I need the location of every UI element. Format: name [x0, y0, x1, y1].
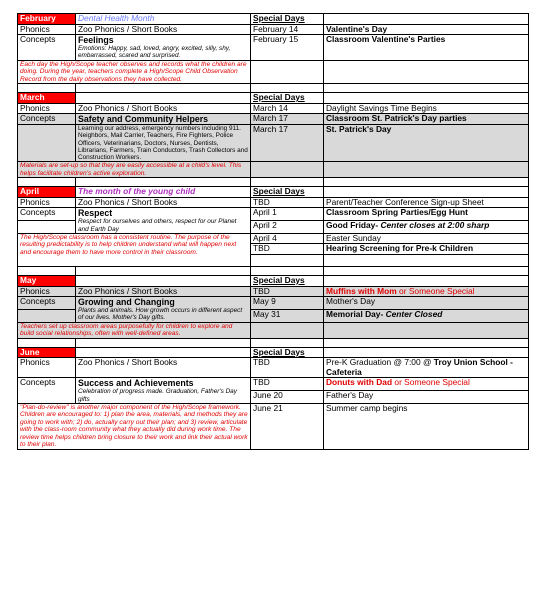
special-day-date: June 21 [251, 403, 324, 449]
spacer-row [18, 267, 529, 276]
special-day-date: May 9 [251, 297, 324, 310]
concept-description: Emotions: Happy, sad, loved, angry, excited, silly, shy, embarrassed, scared and surprised. [78, 45, 231, 60]
note-row [18, 60, 529, 84]
concept-description: Respect for ourselves and others, respect for our Planet and Earth Day [78, 218, 237, 233]
phonics-value: Zoo Phonics / Short Books [76, 358, 251, 378]
concepts-row [18, 114, 529, 125]
phonics-label: Phonics [18, 358, 76, 378]
phonics-row [18, 358, 529, 378]
special-days-heading: Special Days [251, 93, 324, 104]
special-days-heading: Special Days [251, 276, 324, 287]
month-header-row [18, 14, 529, 25]
special-day-date: TBD [251, 244, 324, 255]
special-day-event: Pre-K Graduation @ 7:00 @ Troy Union School -Cafeteria [324, 358, 529, 378]
phonics-label: Phonics [18, 197, 76, 208]
note-row [18, 162, 529, 178]
month-label: March [18, 93, 76, 104]
concept-title: Safety and Community Helpers [76, 114, 251, 125]
concept-title: Success and Achievements [78, 378, 194, 389]
month-header-row [18, 93, 529, 104]
concepts-label: Concepts [18, 297, 76, 310]
special-day-date: TBD [251, 286, 324, 297]
special-day-event: Easter Sunday [324, 233, 529, 244]
concept-cell [76, 378, 251, 403]
spacer-row [18, 338, 529, 347]
phonics-value: Zoo Phonics / Short Books [76, 103, 251, 114]
month-label: February [18, 14, 76, 25]
phonics-label: Phonics [18, 103, 76, 114]
note-row [18, 403, 529, 449]
month-label: May [18, 276, 76, 287]
special-day-date: TBD [251, 358, 324, 378]
concepts-label: Concepts [18, 35, 76, 60]
special-day-event: Daylight Savings Time Begins [324, 103, 529, 114]
concept-description: Plants and animals. How growth occurs in different aspect of our lives. Mother's Day gifts. [78, 307, 243, 322]
concept-title: Growing and Changing [78, 297, 175, 308]
highscope-note: Materials are set-up so that they are easily accessible at a child's level. This helps facilitate children's active exploration. [18, 162, 251, 178]
concept-title: Respect [78, 208, 113, 219]
concepts-row [18, 378, 529, 391]
special-day-event: Classroom St. Patrick's Day parties [324, 114, 529, 125]
phonics-row [18, 24, 529, 35]
special-day-date: May 31 [251, 309, 324, 322]
spacer-row [18, 84, 529, 93]
special-day-event: Classroom Valentine's Parties [324, 35, 529, 60]
special-days-heading: Special Days [251, 347, 324, 358]
concept-cell [76, 208, 251, 233]
month-header-row [18, 187, 529, 198]
special-day-event: Parent/Teacher Conference Sign-up Sheet [324, 197, 529, 208]
special-day-date: March 17 [251, 114, 324, 125]
special-days-heading: Special Days [251, 187, 324, 198]
calendar-document [17, 13, 528, 450]
phonics-value: Zoo Phonics / Short Books [76, 197, 251, 208]
special-day-event: Muffins with Mom or Someone Special [324, 286, 529, 297]
concepts-label: Concepts [18, 208, 76, 221]
month-theme: The month of the young child [76, 187, 251, 198]
month-label: April [18, 187, 76, 198]
concept-description: Learning our address, emergency numbers including 911. Neighbors, Mail Carrier, Teachers, Fire Fighters, Police Officers, Veterinarians, Doctors, Nurses, Dentists, Librarians, Farmers, Train Conductors, Trash Collectors and Construction Workers. [78, 125, 248, 162]
concept-description: Celebration of progress made. Graduation, Father's Day gifts [78, 388, 237, 403]
concept-cell [76, 297, 251, 322]
month-header-row [18, 276, 529, 287]
phonics-value: Zoo Phonics / Short Books [76, 24, 251, 35]
phonics-label: Phonics [18, 286, 76, 297]
spacer-row [18, 178, 529, 187]
special-day-event: Valentine's Day [324, 24, 529, 35]
phonics-row [18, 103, 529, 114]
special-day-date: April 4 [251, 233, 324, 244]
special-day-date: March 14 [251, 103, 324, 114]
concepts-row [18, 35, 529, 60]
special-day-event: Memorial Day- Center Closed [324, 309, 529, 322]
special-day-event: Mother's Day [324, 297, 529, 310]
special-day-event: Father's Day [324, 391, 529, 404]
special-day-event: Summer camp begins [324, 403, 529, 449]
phonics-row [18, 286, 529, 297]
month-label: June [18, 347, 76, 358]
note-row [18, 233, 529, 244]
concepts-label: Concepts [18, 114, 76, 125]
concepts-row [18, 297, 529, 310]
special-day-event: St. Patrick's Day [324, 125, 529, 162]
phonics-label: Phonics [18, 24, 76, 35]
phonics-value: Zoo Phonics / Short Books [76, 286, 251, 297]
month-header-row [18, 347, 529, 358]
highscope-note: The High/Scope classroom has a consistent routine. The purpose of the resulting predictability is to help children understand what will happen next and encourage them to have more control in their classroom. [18, 233, 251, 266]
special-day-event: Donuts with Dad or Someone Special [324, 378, 529, 391]
special-day-date: February 15 [251, 35, 324, 60]
special-day-event: Good Friday- Center closes at 2:00 sharp [324, 221, 529, 234]
concepts-label: Concepts [18, 378, 76, 403]
concept-cell [76, 35, 251, 60]
month-theme: Dental Health Month [76, 14, 251, 25]
note-row [18, 322, 529, 338]
highscope-note: "Plan-do-review" is another major component of the High/Scope framework. Children are encouraged to: 1) plan the area, materials, and methods they are going to work with; 2) do, actually carry out their plan; and 3) review, articulate with the class-room community what they actually did during work time. The review time helps children bring closure to their work and link their actual work to their plan. [18, 403, 251, 449]
special-day-date: June 20 [251, 391, 324, 404]
monthly-calendar-table [17, 13, 529, 450]
special-days-heading: Special Days [251, 14, 324, 25]
special-day-date: April 1 [251, 208, 324, 221]
concepts-row [18, 208, 529, 221]
special-day-date: TBD [251, 197, 324, 208]
special-day-date: March 17 [251, 125, 324, 162]
special-day-date: February 14 [251, 24, 324, 35]
special-day-event: Hearing Screening for Pre-k Children [324, 244, 529, 255]
special-day-date: TBD [251, 378, 324, 391]
special-day-date: April 2 [251, 221, 324, 234]
concept-title: Feelings [78, 35, 114, 46]
special-day-event: Classroom Spring Parties/Egg Hunt [324, 208, 529, 221]
concept-desc-row [18, 125, 529, 162]
highscope-note: Each day the High/Scope teacher observes and records what the children are doing. During the year, teachers complete a High/Scope Child Observation Record from the daily observations they have collected. [18, 60, 251, 84]
highscope-note: Teachers set up classroom areas purposefully for children to explore and build social relationships, often with well-defined areas. [18, 322, 251, 338]
phonics-row [18, 197, 529, 208]
